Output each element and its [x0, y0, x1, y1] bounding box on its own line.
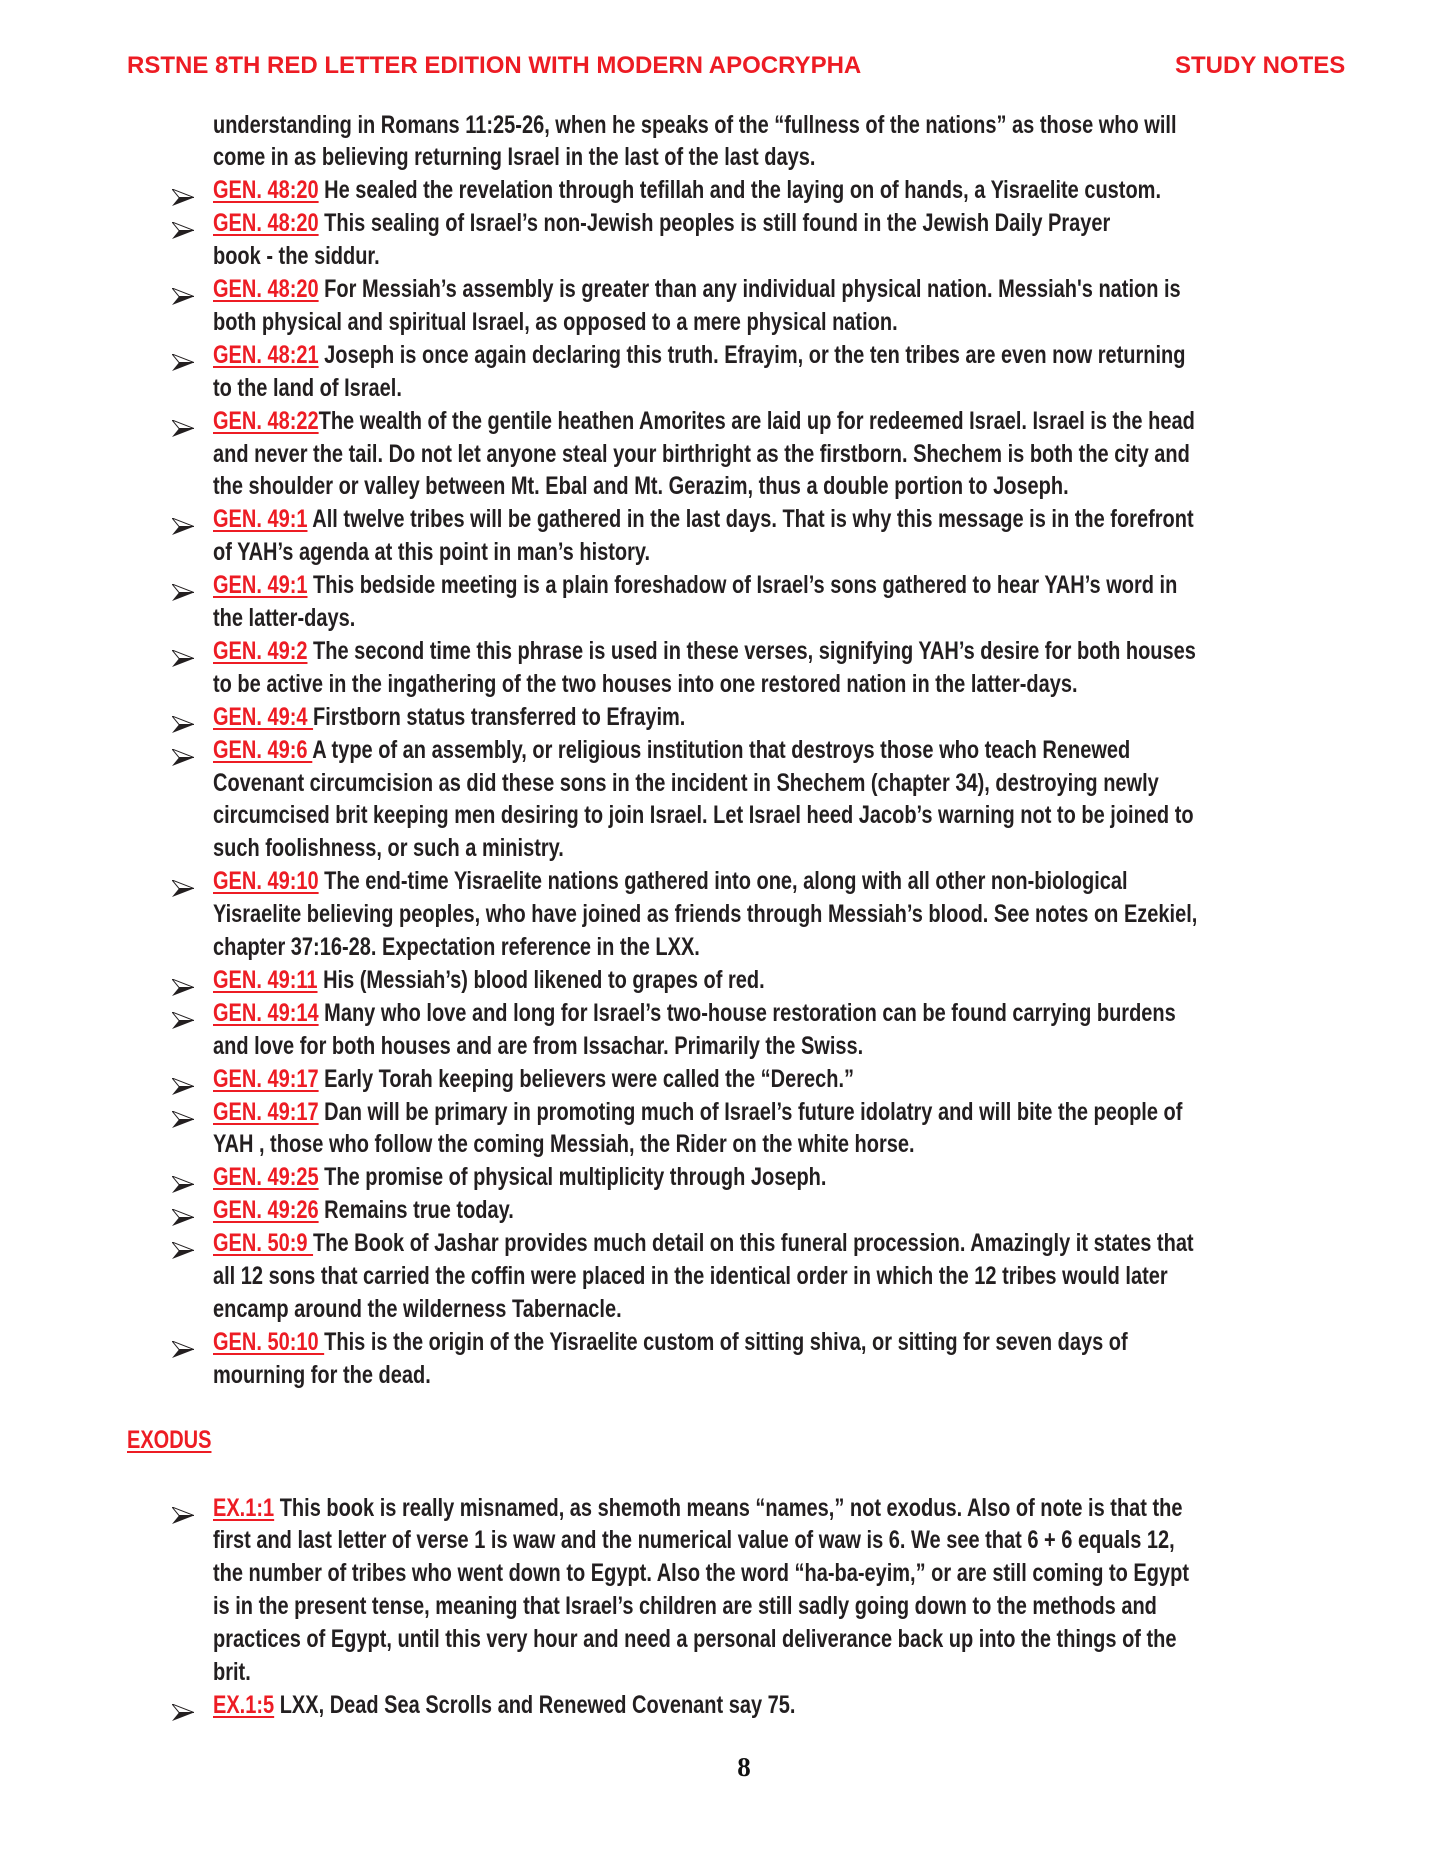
note-line-text: of YAH’s agenda at this point in man’s history. — [213, 538, 651, 567]
note-line-text: the number of tribes who went down to Egypt. Also the word “ha-ba-eyim,” or are still coming to Egypt — [213, 1559, 1189, 1588]
scripture-reference-link[interactable]: GEN. 49:2 — [213, 636, 308, 665]
arrowhead-bullet-icon — [172, 1334, 194, 1351]
note-text — [213, 141, 815, 174]
arrowhead-bullet-icon — [172, 873, 194, 890]
note-text — [213, 635, 1196, 668]
note-line-text: understanding in Romans 11:25-26, when he speaks of the “fullness of the nations” as those who will — [213, 110, 1177, 139]
note-text — [213, 1492, 1183, 1525]
note-line-text: book - the siddur. — [213, 242, 380, 271]
running-header-title: RSTNE 8TH RED LETTER EDITION WITH MODERN APOCRYPHA — [127, 52, 862, 79]
note-line-text: such foolishness, or such a ministry. — [213, 834, 564, 863]
note-text — [213, 1623, 1177, 1656]
scripture-reference-link[interactable]: EX.1:5 — [213, 1690, 275, 1719]
note-line-text: mourning for the dead. — [213, 1360, 431, 1389]
arrowhead-bullet-icon — [172, 1169, 194, 1186]
arrowhead-bullet-icon — [172, 511, 194, 528]
note-text — [213, 668, 1078, 701]
note-line-text: to the land of Israel. — [213, 373, 402, 402]
note-text — [213, 1063, 854, 1096]
arrowhead-bullet-icon — [172, 709, 194, 726]
note-text — [213, 174, 1161, 207]
note-line-text: The wealth of the gentile heathen Amorites are laid up for redeemed Israel. Israel is the head — [318, 406, 1195, 435]
note-line-text: and never the tail. Do not let anyone steal your birthright as the firstborn. Shechem is both the city and — [213, 439, 1190, 468]
note-line-text: All twelve tribes will be gathered in the last days. That is why this message is in the forefront — [307, 505, 1194, 534]
note-text — [213, 470, 1069, 503]
note-line-text: practices of Egypt, until this very hour and need a personal deliverance back up into the things of the — [213, 1625, 1177, 1654]
note-line-text: For Messiah’s assembly is greater than any individual physical nation. Messiah's nation is — [318, 275, 1181, 303]
note-line-text: YAH , those who follow the coming Messiah, the Rider on the white horse. — [213, 1130, 915, 1159]
scripture-reference-link[interactable]: GEN. 48:20 — [213, 275, 319, 303]
note-line-text: Yisraelite believing peoples, who have joined as friends through Messiah’s blood. See notes on Ezekiel, — [213, 900, 1198, 929]
arrowhead-bullet-icon — [172, 1005, 194, 1022]
scripture-reference-link[interactable]: GEN. 49:17 — [213, 1097, 319, 1126]
note-text — [213, 865, 1128, 898]
scripture-reference-link[interactable]: GEN. 49:6 — [213, 735, 313, 764]
note-line-text: Early Torah keeping believers were called the “Derech.” — [318, 1064, 855, 1093]
arrowhead-bullet-icon — [172, 1071, 194, 1088]
note-text — [213, 1557, 1189, 1590]
note-line-text: Covenant circumcision as did these sons in the incident in Shechem (chapter 34), destroying newly — [213, 768, 1159, 797]
arrowhead-bullet-icon — [172, 413, 194, 430]
note-line-text: His (Messiah’s) blood likened to grapes of red. — [317, 965, 765, 994]
scripture-reference-link[interactable]: GEN. 49:1 — [213, 571, 308, 600]
arrowhead-bullet-icon — [172, 972, 194, 989]
note-line-text: This sealing of Israel’s non-Jewish peoples is still found in the Jewish Daily Prayer — [318, 209, 1111, 238]
note-line-text: Dan will be primary in promoting much of Israel’s future idolatry and will bite the people of — [318, 1097, 1183, 1126]
scripture-reference-link[interactable]: GEN. 50:10 — [213, 1327, 325, 1356]
running-header-section: STUDY NOTES — [1175, 52, 1346, 79]
arrowhead-bullet-icon — [172, 182, 194, 199]
scripture-reference-link[interactable]: GEN. 49:1 — [213, 505, 308, 534]
note-text — [213, 1656, 251, 1689]
note-text — [213, 1293, 622, 1326]
scripture-reference-link[interactable]: GEN. 48:20 — [213, 176, 319, 205]
note-line-text: LXX, Dead Sea Scrolls and Renewed Covenant say 75. — [274, 1690, 796, 1719]
scripture-reference-link[interactable]: GEN. 48:20 — [213, 209, 319, 238]
note-text — [213, 767, 1159, 800]
scripture-reference-link[interactable]: GEN. 50:9 — [213, 1229, 314, 1258]
note-line-text: This is the origin of the Yisraelite custom of sitting shiva, or sitting for seven days of — [324, 1327, 1128, 1356]
arrowhead-bullet-icon — [172, 1202, 194, 1219]
scripture-reference-link[interactable]: GEN. 48:22 — [213, 406, 319, 435]
note-text — [213, 964, 765, 997]
note-text — [213, 1194, 514, 1227]
note-text — [213, 1128, 915, 1161]
note-text — [213, 503, 1194, 536]
page-number: 8 — [737, 1752, 751, 1782]
note-line-text: Firstborn status transferred to Efrayim. — [313, 702, 686, 731]
arrowhead-bullet-icon — [172, 281, 194, 298]
note-text — [213, 1260, 1168, 1293]
note-text — [213, 602, 355, 635]
arrowhead-bullet-icon — [172, 577, 194, 594]
note-line-text: and love for both houses and are from Issachar. Primarily the Swiss. — [213, 1031, 864, 1060]
note-text — [213, 372, 402, 405]
note-line-text: He sealed the revelation through tefillah and the laying on of hands, a Yisraelite custom. — [318, 176, 1162, 205]
note-line-text: The promise of physical multiplicity through Joseph. — [318, 1163, 827, 1192]
scripture-reference-link[interactable]: GEN. 49:10 — [213, 867, 319, 896]
note-line-text: The Book of Jashar provides much detail on this funeral procession. Amazingly it states that — [313, 1229, 1194, 1258]
arrowhead-bullet-icon — [172, 215, 194, 232]
note-line-text: This book is really misnamed, as shemoth means “names,” not exodus. Also of note is that the — [274, 1493, 1183, 1522]
note-text — [213, 1590, 1157, 1623]
note-line-text: brit. — [213, 1658, 251, 1686]
arrowhead-bullet-icon — [172, 643, 194, 660]
note-line-text: chapter 37:16-28. Expectation reference in the LXX. — [213, 933, 700, 961]
scripture-reference-link[interactable]: GEN. 49:11 — [213, 965, 318, 994]
note-line-text: Many who love and long for Israel’s two-house restoration can be found carrying burdens — [318, 998, 1176, 1027]
scripture-reference-link[interactable]: GEN. 48:21 — [213, 340, 319, 369]
note-text — [213, 306, 898, 339]
note-line-text: the shoulder or valley between Mt. Ebal and Mt. Gerazim, thus a double portion to Joseph. — [213, 472, 1069, 501]
note-text — [213, 569, 1177, 602]
note-text — [213, 1227, 1194, 1260]
note-text — [213, 1689, 795, 1722]
note-line-text: Joseph is once again declaring this truth. Efrayim, or the ten tribes are even now returning — [318, 340, 1186, 369]
scripture-reference-link[interactable]: GEN. 49:25 — [213, 1163, 319, 1192]
arrowhead-bullet-icon — [172, 347, 194, 364]
note-line-text: circumcised brit keeping men desiring to join Israel. Let Israel heed Jacob’s warning not to be joined to — [213, 801, 1194, 830]
note-line-text: come in as believing returning Israel in the last of the last days. — [213, 143, 816, 172]
note-text — [213, 1359, 431, 1392]
note-text — [213, 997, 1176, 1030]
note-text — [213, 240, 380, 273]
note-text — [213, 832, 564, 865]
scripture-reference-link[interactable]: EX.1:1 — [213, 1493, 275, 1522]
note-line-text: the latter-days. — [213, 604, 356, 632]
note-line-text: A type of an assembly, or religious institution that destroys those who teach Renewed — [312, 735, 1131, 764]
scripture-reference-link[interactable]: GEN. 49:26 — [213, 1196, 319, 1225]
note-text — [213, 405, 1195, 438]
section-heading-exodus[interactable]: EXODUS — [127, 1426, 212, 1454]
note-text — [213, 339, 1185, 372]
note-line-text: both physical and spiritual Israel, as opposed to a mere physical nation. — [213, 307, 898, 336]
note-line-text: Remains true today. — [318, 1196, 514, 1225]
arrowhead-bullet-icon — [172, 1235, 194, 1252]
note-text — [213, 799, 1194, 832]
note-text — [213, 1030, 863, 1063]
note-line-text: to be active in the ingathering of the two houses into one restored nation in the latter-days. — [213, 669, 1078, 698]
note-text — [213, 536, 650, 569]
scripture-reference-link[interactable]: GEN. 49:17 — [213, 1064, 319, 1093]
arrowhead-bullet-icon — [172, 1104, 194, 1121]
note-line-text: This bedside meeting is a plain foreshadow of Israel’s sons gathered to hear YAH’s word in — [307, 571, 1178, 600]
note-text — [213, 898, 1197, 931]
note-text — [213, 109, 1177, 142]
note-text — [213, 1096, 1182, 1129]
note-text — [213, 701, 685, 734]
note-text — [213, 273, 1181, 306]
note-line-text: encamp around the wilderness Tabernacle. — [213, 1294, 622, 1323]
note-text — [213, 1326, 1128, 1359]
scripture-reference-link[interactable]: GEN. 49:4 — [213, 702, 314, 731]
arrowhead-bullet-icon — [172, 1500, 194, 1517]
scripture-reference-link[interactable]: GEN. 49:14 — [213, 998, 319, 1027]
note-text — [213, 1524, 1175, 1557]
note-text — [213, 438, 1190, 471]
note-line-text: all 12 sons that carried the coffin were placed in the identical order in which the 12 tribes would later — [213, 1262, 1168, 1290]
note-line-text: The end-time Yisraelite nations gathered into one, along with all other non-biological — [318, 867, 1128, 896]
arrowhead-bullet-icon — [172, 742, 194, 759]
note-line-text: first and last letter of verse 1 is waw and the numerical value of waw is 6. We see that 6 + 6 equals 12, — [213, 1526, 1175, 1555]
note-text — [213, 207, 1110, 240]
arrowhead-bullet-icon — [172, 1697, 194, 1714]
note-line-text: is in the present tense, meaning that Israel’s children are still sadly going down to the methods and — [213, 1592, 1157, 1621]
note-line-text: The second time this phrase is used in these verses, signifying YAH’s desire for both houses — [307, 636, 1196, 665]
note-text — [213, 931, 700, 964]
note-text — [213, 734, 1130, 767]
note-text — [213, 1161, 826, 1194]
